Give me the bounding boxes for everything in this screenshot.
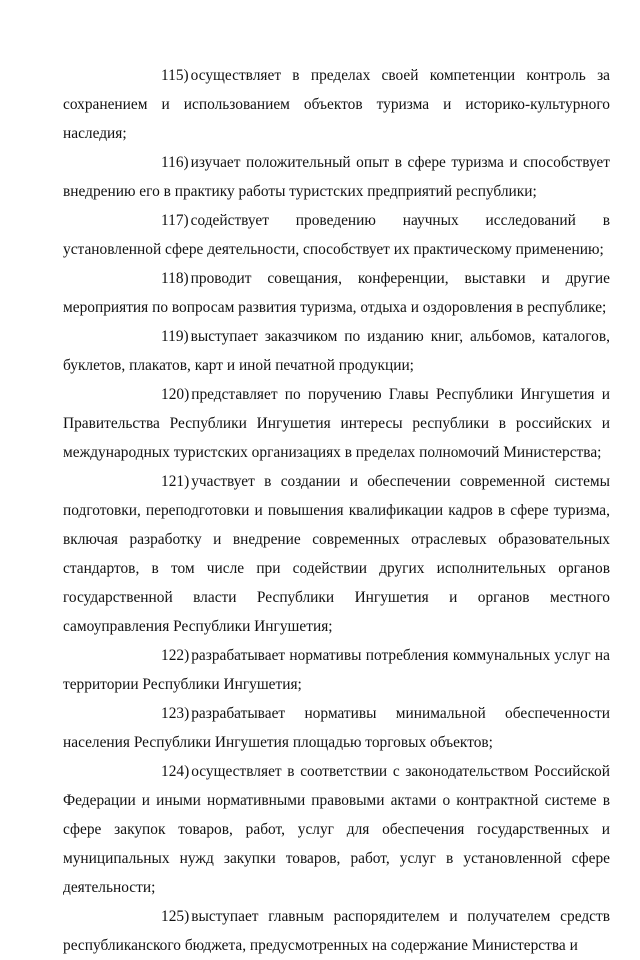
list-item [63,467,610,641]
item-number: 118) [161,270,189,287]
list-item [63,61,610,148]
item-number: 117) [161,212,189,229]
item-number: 125) [161,908,190,925]
item-text: разрабатывает нормативы потребления коммунальных услуг на территории Республики Ингушетия; [63,647,610,693]
item-text: выступает заказчиком по изданию книг, альбомов, каталогов, буклетов, плакатов, карт и иной печатной продукции; [63,328,610,374]
list-item [63,699,610,757]
document-page [63,61,610,960]
list-item [63,380,610,467]
item-text: выступает главным распорядителем и получателем средств республиканского бюджета, предусмотренных на содержание Министерства и [63,908,610,954]
item-text: разрабатывает нормативы минимальной обеспеченности населения Республики Ингушетия площадью торговых объектов; [63,705,610,751]
item-text: проводит совещания, конференции, выставки и другие мероприятия по вопросам развития туризма, отдыха и оздоровления в республике; [63,270,610,316]
item-text: изучает положительный опыт в сфере туризма и способствует внедрению его в практику работы туристских предприятий республики; [63,154,610,200]
list-item [63,264,610,322]
item-number: 123) [161,705,190,722]
item-number: 119) [161,328,189,345]
item-number: 115) [161,67,189,84]
list-item [63,148,610,206]
list-item [63,757,610,902]
item-number: 116) [161,154,189,171]
list-item [63,206,610,264]
item-text: представляет по поручению Главы Республики Ингушетия и Правительства Республики Ингушетия интересы республики в российских и международных туристских организациях в пределах полномочий Министерства; [63,386,610,461]
item-number: 120) [161,386,190,403]
list-item [63,902,610,960]
item-text: осуществляет в соответствии с законодательством Российской Федерации и иными нормативными правовыми актами о контрактной системе в сфере закупок товаров, работ, услуг для обеспечения государственных и муниципальных нужд закупки товаров, работ, услуг в установленной сфере деятельности; [63,763,610,896]
list-item [63,322,610,380]
item-number: 124) [161,763,190,780]
list-item [63,641,610,699]
item-text: осуществляет в пределах своей компетенции контроль за сохранением и использованием объектов туризма и историко-культурного наследия; [63,67,610,142]
item-text: содействует проведению научных исследований в установленной сфере деятельности, способствует их практическому применению; [63,212,610,258]
item-number: 121) [161,473,190,490]
item-text: участвует в создании и обеспечении современной системы подготовки, переподготовки и повышения квалификации кадров в сфере туризма, включая разработку и внедрение современных отраслевых образовательных стандартов, в том числе при содействии других исполнительных органов государственной власти Республики Ингушетия и органов местного самоуправления Республики Ингушетия; [63,473,610,635]
item-number: 122) [161,647,190,664]
